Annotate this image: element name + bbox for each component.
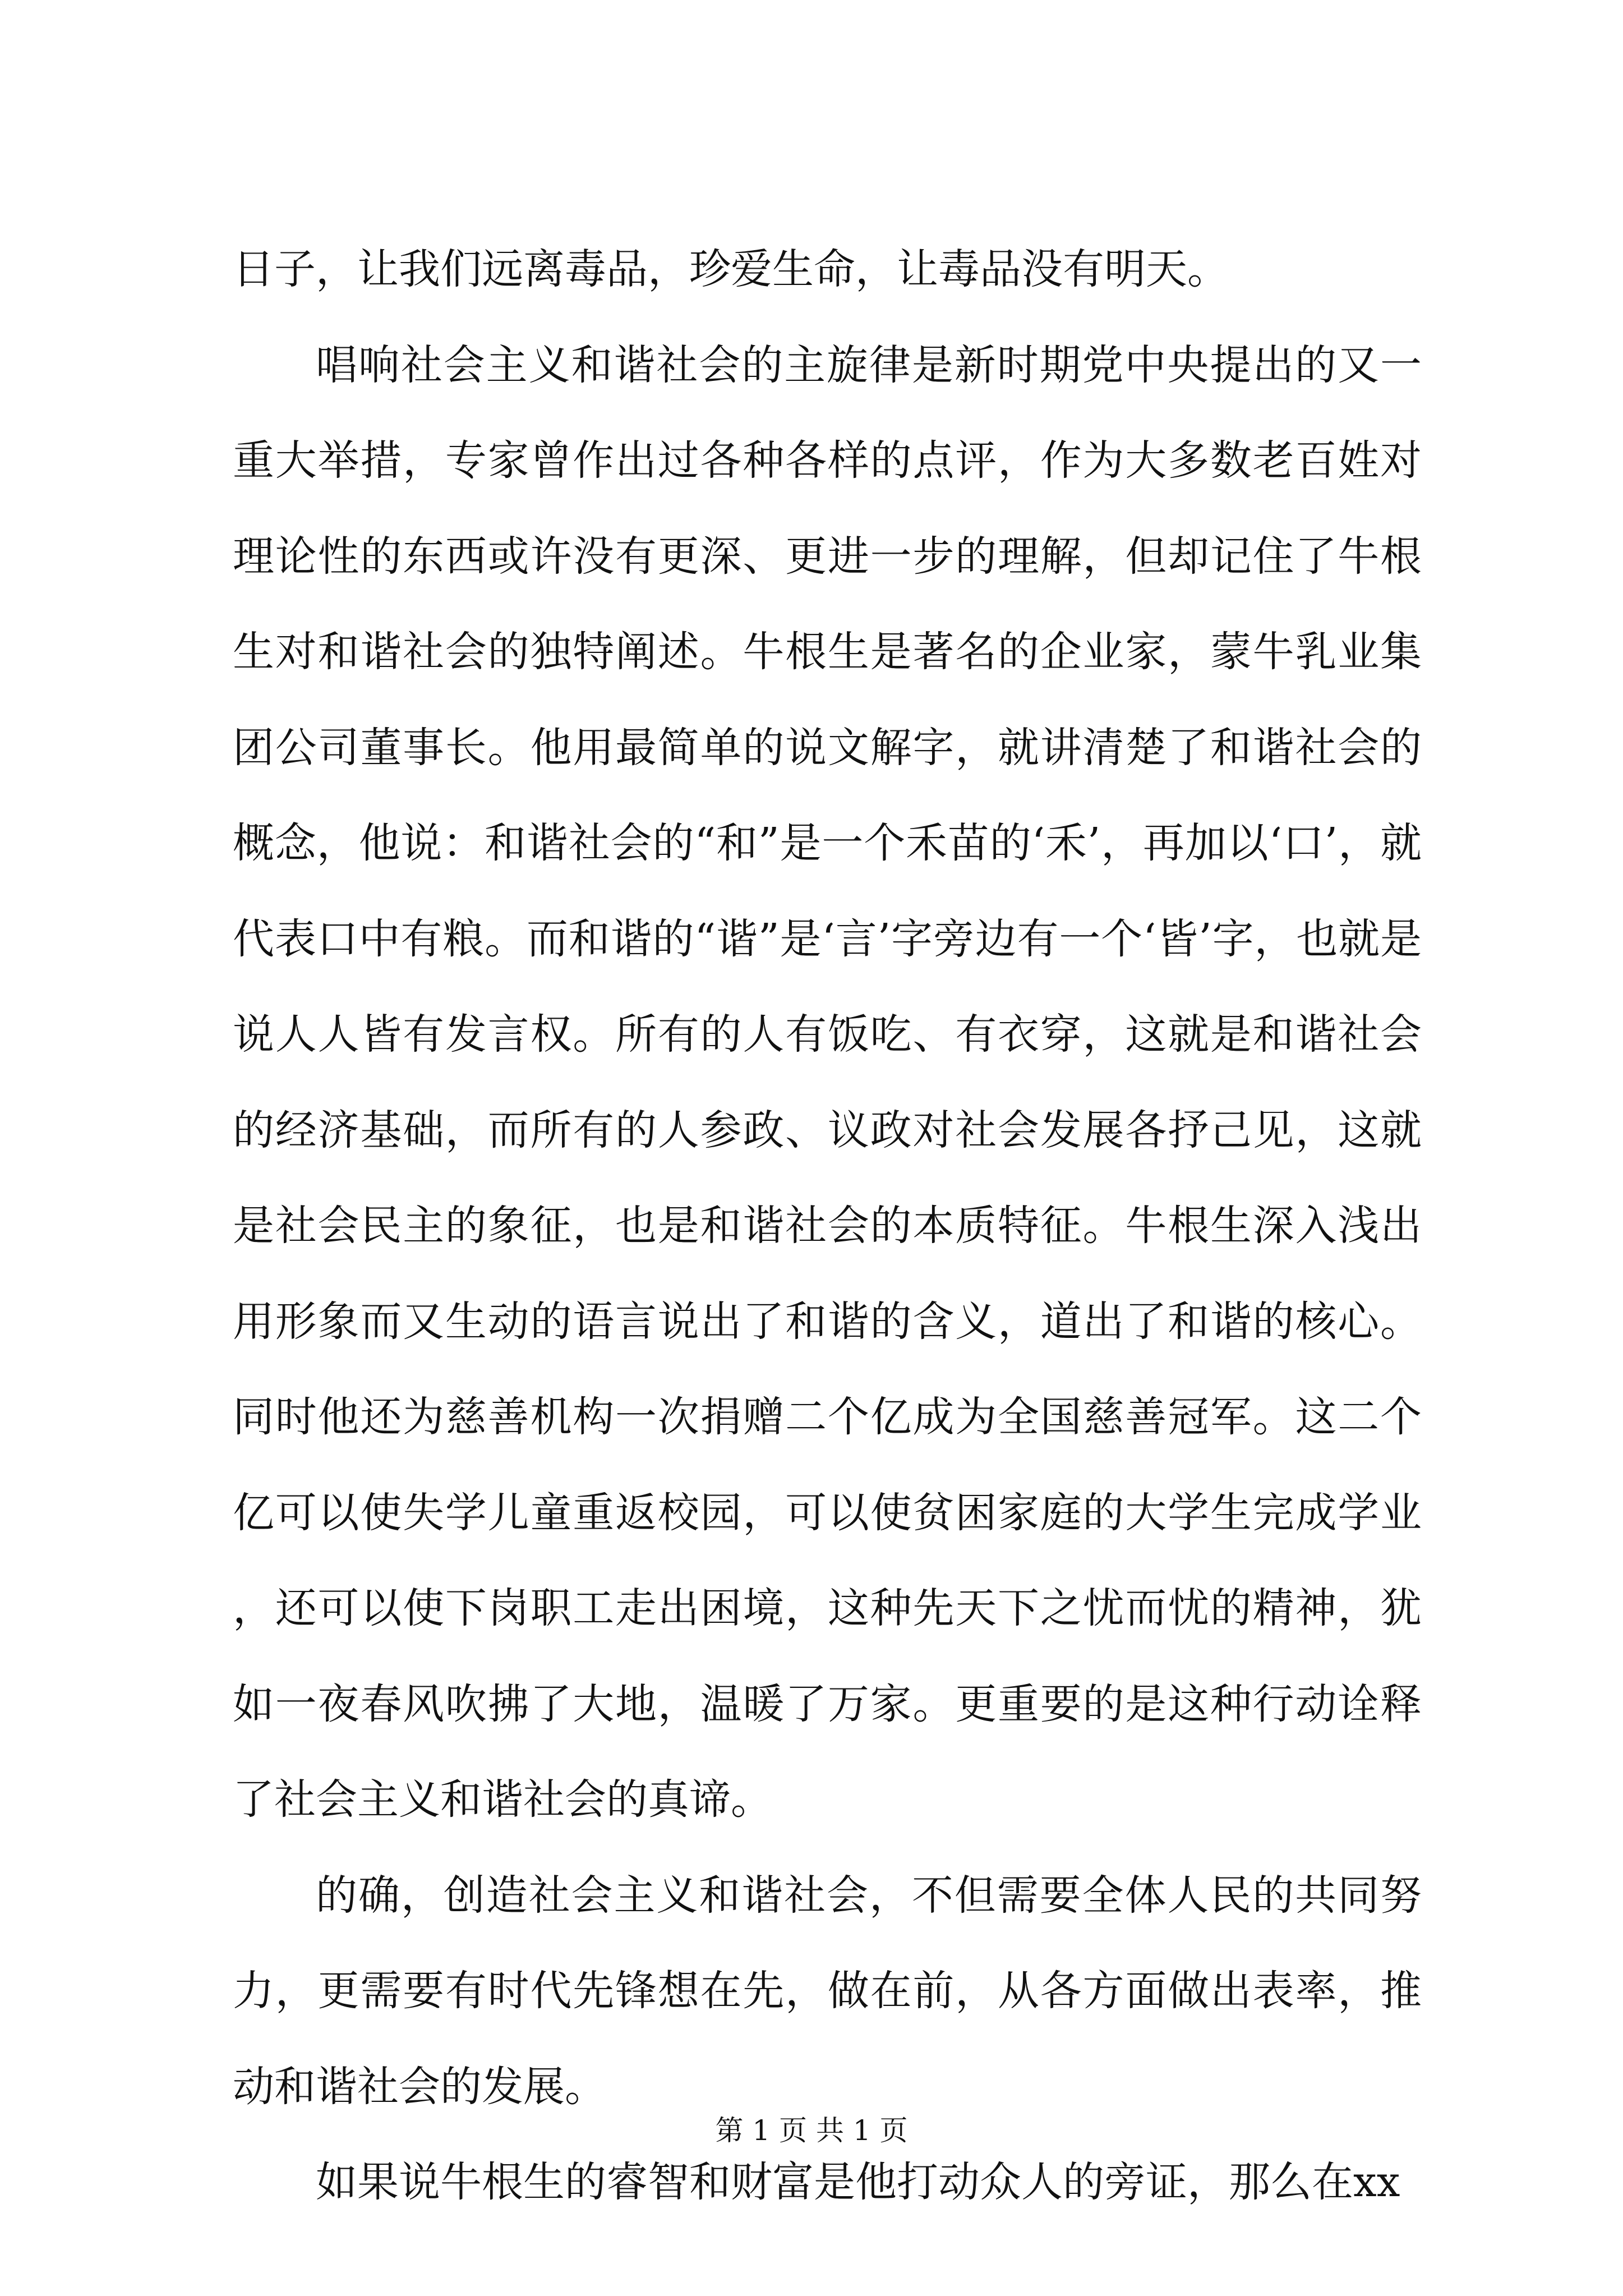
page-footer: 第 1 页 共 1 页 [715,2114,908,2147]
paragraph-1: 日子，让我们远离毒品，珍爱生命，让毒品没有明天。 [233,245,1229,293]
paragraph-2: 唱响社会主义和谐社会的主旋律是新时期党中央提出的又一重大举措，专家曾作出过各种各样的点评，作为大多数老百姓对理论性的东西或许没有更深、更进一步的理解，但却记住了牛根生对和谐社会的独特阐述。牛根生是著名的企业家，蒙牛乳业集团公司董事长。他用最简单的说文解字，就讲清楚了和谐社会的概念，他说：和谐社会的“和”是一个禾苗的‘禾’，再加以‘口’，就代表口中有粮。而和谐的“谐”是‘言’字旁边有一个‘皆’字，也就是说人人皆有发言权。所有的人有饭吃、有衣穿，这就是和谐社会的经济基础，而所有的人参政、议政对社会发展各抒己见，这就是社会民主的象征，也是和谐社会的本质特征。牛根生深入浅出用形象而又生动的语言说出了和谐的含义，道出了和谐的核心。同时他还为慈善机构一次捐赠二个亿成为全国慈善冠军。这二个亿可以使失学儿童重返校园，可以使贫困家庭的大学生完成学业，还可以使下岗职工走出困境，这种先天下之忧而忧的精神，犹如一夜春风吹拂了大地，温暖了万家。更重要的是这种行动诠释了社会主义和谐社会的真谛。 [233,341,1422,1824]
paragraph-3: 的确，创造社会主义和谐社会，不但需要全体人民的共同努力，更需要有时代先锋想在先，做在前，从各方面做出表率，推动和谐社会的发展。 [233,1871,1422,2111]
document-body [233,222,1422,2230]
paragraph-4: 如果说牛根生的睿智和财富是他打动众人的旁证，那么在xx [316,2158,1400,2206]
